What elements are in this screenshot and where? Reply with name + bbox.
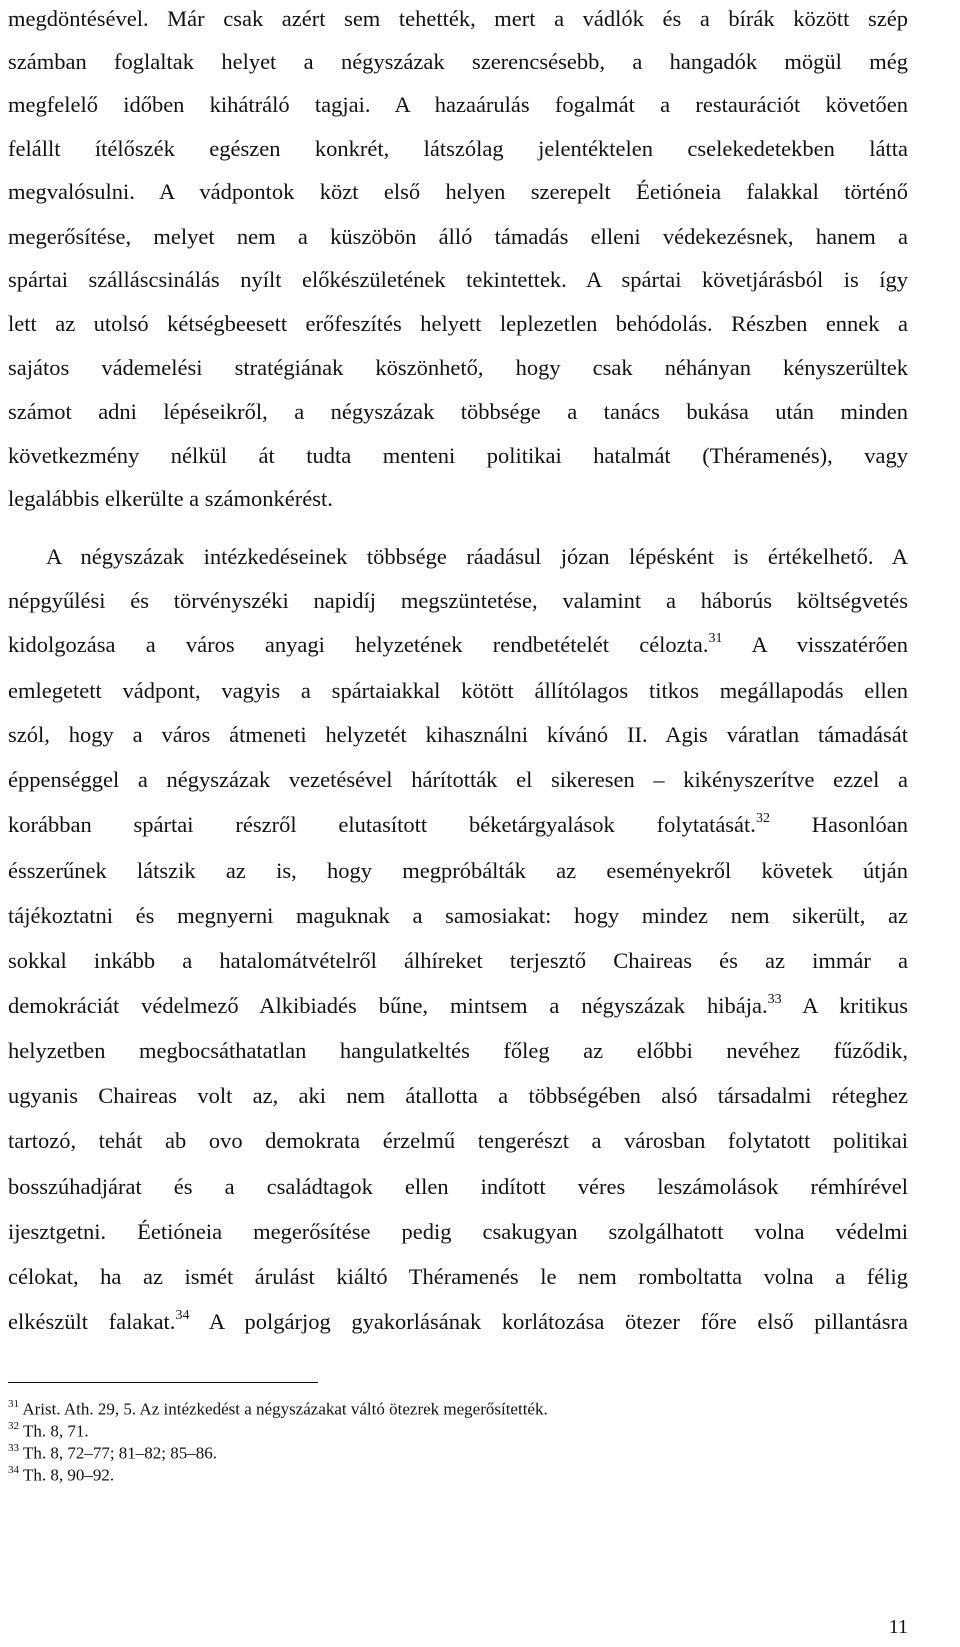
footnote-number: 32 (8, 1420, 19, 1432)
footnote-text: Th. 8, 90–92. (22, 1465, 115, 1485)
body-line: megerősítése, melyet nem a küszöbön álló támadás elleni védekezésnek, hanem a (8, 224, 908, 249)
body-line: tartozó, tehát ab ovo demokrata érzelmű tengerészt a városban folytatott politikai (8, 1128, 908, 1153)
body-line-tail: A kritikus (802, 993, 908, 1018)
body-line: szól, hogy a város átmeneti helyzetét kihasználni kívánó II. Agis váratlan támadását (8, 722, 908, 747)
body-line: sajátos vádemelési stratégiának köszönhető, hogy csak néhányan kényszerültek (8, 355, 908, 380)
body-line: bosszúhadjárat és a családtagok ellen indított véres leszámolások rémhírével (8, 1174, 908, 1199)
footnote-text: Arist. Ath. 29, 5. Az intézkedést a négyszázakat váltó ötezrek megerősítették. (22, 1399, 548, 1419)
body-line-text: kidolgozása a város anyagi helyzetének rendbetételét célozta. (8, 632, 709, 657)
footnote-number: 34 (8, 1464, 19, 1476)
body-line: sokkal inkább a hatalomátvételről álhíreket terjesztő Chaireas és az immár a (8, 948, 908, 973)
body-line: A négyszázak intézkedéseinek többsége ráadásul józan lépésként is értékelhető. A (46, 544, 908, 569)
body-line: emlegetett vádpont, vagyis a spártaiakkal kötött állítólagos titkos megállapodás ellen (8, 678, 908, 703)
body-line: megvalósulni. A vádpontok közt első helyen szerepelt Éetióneia falakkal történő (8, 179, 908, 204)
body-line: helyzetben megbocsáthatatlan hangulatkeltés főleg az előbbi nevéhez fűződik, (8, 1038, 908, 1063)
body-line: ijesztgetni. Éetióneia megerősítése pedig csakugyan szolgálhatott volna védelmi (8, 1219, 908, 1244)
body-line: ésszerűnek látszik az is, hogy megpróbálták az eseményekről követek útján (8, 858, 908, 883)
body-line: számot adni lépéseikről, a négyszázak többsége a tanács bukása után minden (8, 399, 908, 424)
body-line-tail: A visszatérően (751, 632, 908, 657)
body-line: lett az utolsó kétségbeesett erőfeszítés helyett leplezetlen behódolás. Részben ennek a (8, 311, 908, 336)
footnote-text: Th. 8, 71. (22, 1421, 89, 1441)
page-number: 11 (888, 1616, 908, 1638)
body-line: felállt ítélőszék egészen konkrét, látszólag jelentéktelen cselekedetekben látta (8, 136, 908, 161)
body-line: ugyanis Chaireas volt az, aki nem átallotta a többségében alsó társadalmi réteghez (8, 1083, 908, 1108)
footnote (8, 1394, 548, 1421)
body-line: célokat, ha az ismét árulást kiáltó Théramenés le nem romboltatta volna a félig (8, 1264, 908, 1289)
body-line-text: elkészült falakat. (8, 1309, 176, 1334)
body-line-text: demokráciát védelmező Alkibiadés bűne, mintsem a négyszázak hibája. (8, 993, 768, 1018)
body-line: tájékoztatni és megnyerni maguknak a samosiakat: hogy mindez nem sikerült, az (8, 903, 908, 928)
body-line: legalábbis elkerülte a számonkérést. (8, 486, 333, 511)
footnote-reference: 34 (175, 1307, 190, 1323)
body-line: következmény nélkül át tudta menteni politikai hatalmát (Théramenés), vagy (8, 443, 908, 468)
body-line-tail: Hasonlóan (811, 812, 909, 837)
body-line-tail: A polgárjog gyakorlásának korlátozása ötezer főre első pillantásra (208, 1309, 908, 1334)
body-line (8, 630, 908, 660)
footnote-reference: 31 (708, 630, 723, 646)
body-line: spártai szálláscsinálás nyílt előkészületének tekintettek. A spártai követjárásból is így (8, 267, 908, 292)
footnote-reference: 32 (755, 810, 770, 826)
footnote-text: Th. 8, 72–77; 81–82; 85–86. (22, 1443, 218, 1463)
body-line: megdöntésével. Már csak azért sem tehették, mert a vádlók és a bírák között szép (8, 6, 908, 31)
body-line (8, 991, 908, 1021)
body-line (8, 1307, 908, 1337)
footnote-separator (8, 1382, 318, 1383)
body-line: éppenséggel a négyszázak vezetésével hárították el sikeresen – kikényszerítve ezzel a (8, 767, 908, 792)
footnote-number: 33 (8, 1442, 19, 1454)
body-line: népgyűlési és törvényszéki napidíj megszüntetése, valamint a háborús költségvetés (8, 588, 908, 613)
body-line-text: korábban spártai részről elutasított béketárgyalások folytatását. (8, 812, 756, 837)
footnote (8, 1460, 114, 1487)
footnote-reference: 33 (767, 991, 782, 1007)
body-line: számban foglaltak helyet a négyszázak szerencsésebb, a hangadók mögül még (8, 49, 908, 74)
body-line: megfelelő időben kihátráló tagjai. A hazaárulás fogalmát a restaurációt követően (8, 92, 908, 117)
body-line (8, 810, 908, 840)
footnote-number: 31 (8, 1398, 19, 1410)
